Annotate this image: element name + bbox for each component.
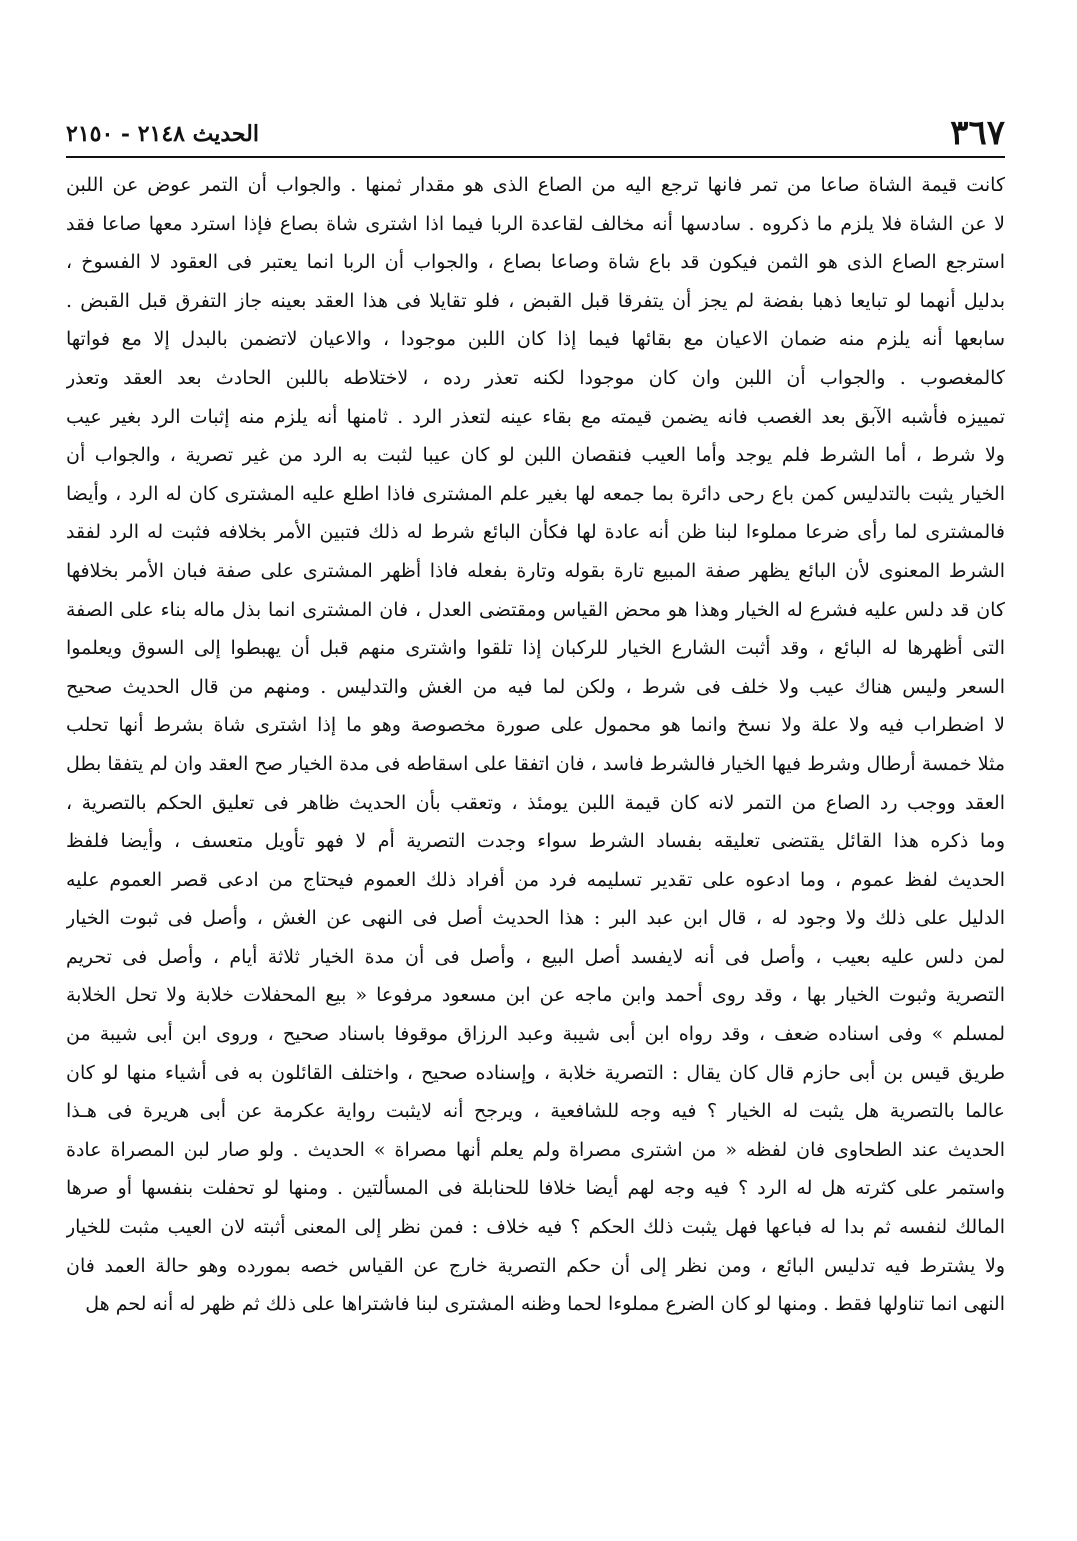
text-line: ولا شرط ، أما الشرط فلم يوجد وأما العيب فنقصان اللبن لو كان عيبا لثبت به الرد من غير تصرية ، والجواب أن (66, 444, 1005, 467)
text-line: كالمغصوب . والجواب أن اللبن وان كان موجودا لكنه تعذر رده ، لاختلاطه باللبن الحادث بعد العقد وتعذر (66, 366, 1005, 389)
text-line: الخيار يثبت بالتدليس كمن باع رحى دائرة بما جمعه لها بغير علم المشترى فاذا اطلع عليه المشترى كان له الرد ، وأيضا (66, 482, 1005, 505)
text-line: مثلا خمسة أرطال وشرط فيها الخيار فالشرط فاسد ، فان اتفقا على اسقاطه فى مدة الخيار صح العقد وان لم يتفقا بطل (66, 752, 1005, 775)
text-line: بدليل أنهما لو تبايعا ذهبا بفضة لم يجز أن يتفرقا قبل القبض ، فلو تقايلا فى هذا العقد بعينه جاز التفرق قبل القبض . (66, 289, 1005, 312)
text-line: لا عن الشاة فلا يلزم ما ذكروه . سادسها أنه مخالف لقاعدة الربا فيما اذا اشترى شاة بصاع فإذا استرد معها صاعا فقد (66, 212, 1005, 235)
text-line: فالمشترى لما رأى ضرعا مملوءا لبنا ظن أنه عادة لها فكأن البائع شرط له ذلك فتبين الأمر بخلافه فثبت له الرد لفقد (66, 521, 1005, 544)
text-line: استرجع الصاع الذى هو الثمن فيكون قد باع شاة وصاعا بصاع ، والجواب أن الربا انما يعتبر فى العقود لا الفسوخ ، (66, 251, 1005, 274)
text-line: كانت قيمة الشاة صاعا من تمر فانها ترجع اليه من الصاع الذى هو مقدار ثمنها . والجواب أن التمر عوض عن اللبن (66, 174, 1005, 196)
text-line: التصرية وثبوت الخيار بها ، وقد روى أحمد وابن ماجه عن ابن مسعود مرفوعا « بيع المحفلات خلابة ولا تحل الخلابة (66, 984, 1005, 1007)
text-line: لا اضطراب فيه ولا علة ولا نسخ وانما هو محمول على صورة مخصوصة وهو ما إذا اشترى شاة بشرط أنها تحلب (66, 714, 1005, 737)
text-line: عالما بالتصرية هل يثبت له الخيار ؟ فيه وجه للشافعية ، ويرجح أنه لايثبت رواية عكرمة عن أبى هريرة فى هـذا (66, 1100, 1005, 1123)
text-line: الحديث لفظ عموم ، وما ادعوه على تقدير تسليمه فرد من أفراد ذلك العموم فيحتاج من ادعى قصر العموم عليه (66, 868, 1005, 891)
text-line: الدليل على ذلك ولا وجود له ، قال ابن عبد البر : هذا الحديث أصل فى النهى عن الغش ، وأصل فى ثبوت الخيار (66, 907, 1005, 930)
page-header (66, 112, 1005, 154)
text-line: لمن دلس عليه بعيب ، وأصل فى أنه لايفسد أصل البيع ، وأصل فى أن مدة الخيار ثلاثة أيام ، وأصل فى تحريم (66, 945, 1005, 968)
running-head: الحديث ٢١٤٨ - ٢١٥٠ (66, 121, 259, 147)
text-line: لمسلم » وفى اسناده ضعف ، وقد رواه ابن أبى شيبة وعبد الرزاق موقوفا باسناد صحيح ، وروى ابن أبى شيبة من (66, 1023, 1005, 1046)
text-line: طريق قيس بن أبى حازم قال كان يقال : التصرية خلابة ، وإسناده صحيح ، واختلف القائلون به فى أشياء منها لو كان (66, 1061, 1005, 1084)
text-line: السعر وليس هناك عيب ولا خلف فى شرط ، ولكن لما فيه من الغش والتدليس . ومنهم من قال الحديث صحيح (66, 675, 1005, 698)
text-line: وما ذكره هذا القائل يقتضى تعليقه بفساد الشرط سواء وجدت التصرية أم لا فهو تأويل متعسف ، وأيضا فلفظ (66, 830, 1005, 853)
body-text (66, 166, 1005, 1324)
header-rule (66, 156, 1005, 158)
text-line: كان قد دلس عليه فشرع له الخيار وهذا هو محض القياس ومقتضى العدل ، فان المشترى انما بذل ماله بناء على الصفة (66, 598, 1005, 621)
text-line: النهى انما تناولها فقط . ومنها لو كان الضرع مملوءا لحما وظنه المشترى لبنا فاشتراها على ذلك ثم ظهر له أنه لحم هل (85, 1293, 1005, 1316)
text-line: واستمر على كثرته هل له الرد ؟ فيه وجه لهم أيضا خلافا للحنابلة فى المسألتين . ومنها لو تحفلت بنفسها أو صرها (66, 1177, 1005, 1200)
text-line: الشرط المعنوى لأن البائع يظهر صفة المبيع تارة بقوله وتارة بفعله فاذا أظهر المشترى على صفة فبان الأمر بخلافها (66, 559, 1005, 582)
text-line: تمييزه فأشبه الآبق بعد الغصب فانه يضمن قيمته مع بقاء عينه لتعذر الرد . ثامنها أنه يلزم منه إثبات الرد بغير عيب (66, 405, 1005, 428)
text-line: التى أظهرها له البائع ، وقد أثبت الشارع الخيار للركبان إذا تلقوا واشترى منهم قبل أن يهبطوا إلى السوق ويعلموا (66, 637, 1005, 660)
page-number: ٣٦٧ (950, 113, 1005, 153)
text-line: الحديث عند الطحاوى فان لفظه « من اشترى مصراة ولم يعلم أنها مصراة » الحديث . ولو صار لبن المصراة عادة (66, 1138, 1005, 1161)
text-line: سابعها أنه يلزم منه ضمان الاعيان مع بقائها فيما إذا كان اللبن موجودا ، والاعيان لاتضمن بالبدل إلا مع فواتها (66, 328, 1005, 351)
text-line: المالك لنفسه ثم بدا له فباعها فهل يثبت ذلك الحكم ؟ فيه خلاف : فمن نظر إلى المعنى أثبته لان العيب مثبت للخيار (66, 1216, 1005, 1239)
text-line: ولا يشترط فيه تدليس البائع ، ومن نظر إلى أن حكم التصرية خارج عن القياس خصه بمورده وهو حالة العمد فان (66, 1254, 1005, 1277)
text-line: العقد ووجب رد الصاع من التمر لانه كان قيمة اللبن يومئذ ، وتعقب بأن الحديث ظاهر فى تعليق الحكم بالتصرية ، (66, 791, 1005, 814)
